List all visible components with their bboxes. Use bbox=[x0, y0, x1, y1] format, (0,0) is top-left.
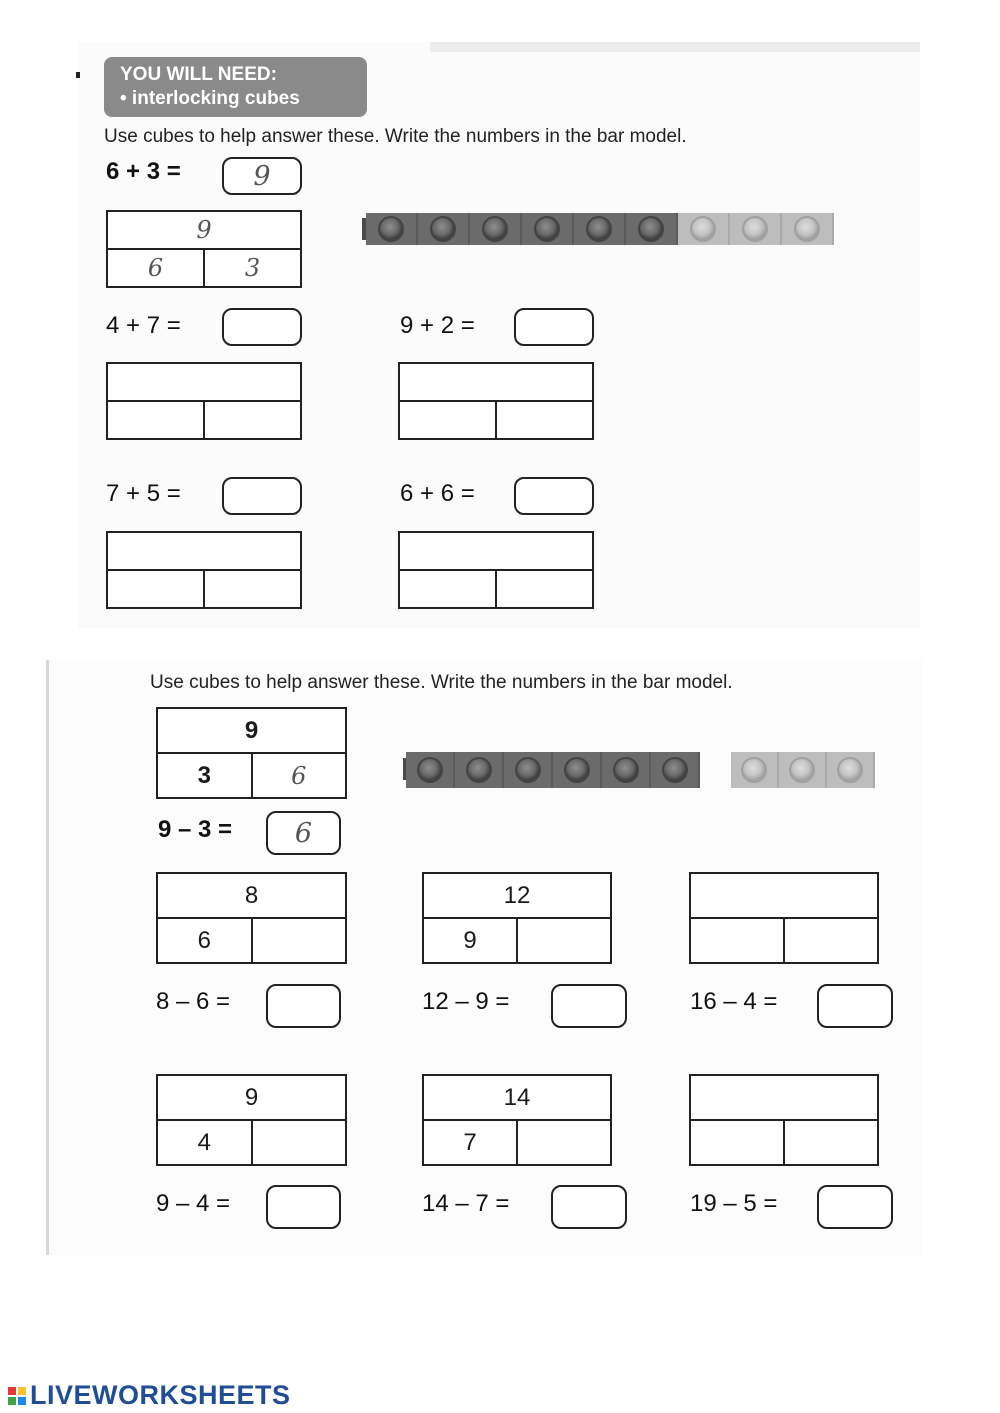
example-answer-box[interactable]: 9 bbox=[222, 157, 302, 195]
example-equation: 9 – 3 = bbox=[158, 816, 233, 843]
bar-part-1[interactable] bbox=[400, 402, 497, 438]
bar-part-1[interactable]: 6 bbox=[108, 250, 205, 286]
bar-part-1[interactable] bbox=[108, 571, 205, 607]
bar-model bbox=[689, 872, 879, 964]
problem-equation: 9 – 4 = bbox=[156, 1190, 231, 1217]
answer-box[interactable] bbox=[817, 1185, 893, 1229]
problem-equation: 9 + 2 = bbox=[400, 312, 475, 339]
logo-text: LIVEWORKSHEETS bbox=[30, 1380, 291, 1410]
bar-total[interactable]: 9 bbox=[108, 212, 300, 250]
bar-part-1[interactable]: 7 bbox=[424, 1121, 518, 1164]
cube-dark bbox=[406, 752, 455, 788]
answer-box[interactable] bbox=[551, 984, 627, 1028]
bar-part-2[interactable] bbox=[497, 571, 592, 607]
section2-instruction: Use cubes to help answer these. Write the numbers in the bar model. bbox=[150, 672, 733, 693]
problem-equation: 19 – 5 = bbox=[690, 1190, 778, 1217]
cube-light bbox=[730, 213, 782, 245]
logo-square bbox=[18, 1387, 26, 1395]
cube-light bbox=[678, 213, 730, 245]
bar-part-2[interactable] bbox=[785, 919, 877, 962]
bar-model bbox=[689, 1074, 879, 1166]
cube-dark bbox=[522, 213, 574, 245]
bar-part-1[interactable]: 4 bbox=[158, 1121, 253, 1164]
logo-square bbox=[18, 1397, 26, 1405]
bar-part-1[interactable] bbox=[108, 402, 205, 438]
cube-train-subtraction-kept bbox=[406, 752, 700, 788]
example-bar-model bbox=[106, 210, 302, 288]
bar-model bbox=[398, 362, 594, 440]
cube-light bbox=[827, 752, 875, 788]
bar-part-2[interactable] bbox=[205, 571, 300, 607]
example-equation: 6 + 3 = bbox=[106, 158, 181, 185]
bar-part-2[interactable]: 3 bbox=[244, 254, 261, 282]
example-answer-box[interactable]: 6 bbox=[266, 811, 341, 855]
you-will-need-item: • interlocking cubes bbox=[120, 88, 300, 109]
problem-equation: 6 + 6 = bbox=[400, 480, 475, 507]
section1-panel-edge bbox=[430, 42, 920, 52]
bar-total[interactable]: 14 bbox=[424, 1076, 610, 1121]
section1-instruction: Use cubes to help answer these. Write the numbers in the bar model. bbox=[104, 126, 687, 147]
bar-total[interactable]: 9 bbox=[158, 709, 345, 754]
problem-equation: 7 + 5 = bbox=[106, 480, 181, 507]
cube-dark bbox=[651, 752, 700, 788]
problem-equation: 12 – 9 = bbox=[422, 988, 510, 1015]
answer-box[interactable] bbox=[266, 1185, 341, 1229]
cube-train-subtraction-removed bbox=[731, 752, 875, 788]
bar-part-1[interactable] bbox=[400, 571, 497, 607]
answer-box[interactable] bbox=[551, 1185, 627, 1229]
bar-total[interactable] bbox=[691, 874, 877, 919]
bar-total[interactable]: 9 bbox=[158, 1076, 345, 1121]
bar-total[interactable] bbox=[108, 364, 300, 402]
cube-light bbox=[782, 213, 834, 245]
bar-part-2[interactable] bbox=[253, 919, 346, 962]
bar-model bbox=[422, 872, 612, 964]
cube-light bbox=[779, 752, 827, 788]
example-bar-model bbox=[156, 707, 347, 799]
cube-dark bbox=[470, 213, 522, 245]
bar-model bbox=[422, 1074, 612, 1166]
bar-total[interactable] bbox=[691, 1076, 877, 1121]
bar-part-1[interactable] bbox=[691, 919, 785, 962]
cube-dark bbox=[366, 213, 418, 245]
bar-total[interactable]: 8 bbox=[158, 874, 345, 919]
bar-model bbox=[156, 872, 347, 964]
problem-equation: 16 – 4 = bbox=[690, 988, 778, 1015]
bar-model bbox=[398, 531, 594, 609]
margin-mark bbox=[76, 72, 80, 78]
bar-part-1[interactable] bbox=[691, 1121, 785, 1164]
logo-square bbox=[8, 1397, 16, 1405]
problem-equation: 8 – 6 = bbox=[156, 988, 231, 1015]
problem-equation: 4 + 7 = bbox=[106, 312, 181, 339]
liveworksheets-logo[interactable] bbox=[8, 1380, 291, 1411]
cube-light bbox=[731, 752, 779, 788]
bar-total[interactable]: 12 bbox=[424, 874, 610, 919]
cube-dark bbox=[626, 213, 678, 245]
bar-part-2[interactable] bbox=[785, 1121, 877, 1164]
bar-total[interactable] bbox=[400, 364, 592, 402]
bar-part-1[interactable]: 3 bbox=[158, 754, 253, 797]
cube-dark bbox=[418, 213, 470, 245]
bar-part-2[interactable] bbox=[518, 919, 610, 962]
answer-box[interactable] bbox=[514, 308, 594, 346]
answer-box[interactable] bbox=[817, 984, 893, 1028]
you-will-need-box bbox=[104, 57, 367, 117]
cube-dark bbox=[602, 752, 651, 788]
answer-box[interactable] bbox=[222, 477, 302, 515]
problem-equation: 14 – 7 = bbox=[422, 1190, 510, 1217]
logo-square bbox=[8, 1387, 16, 1395]
you-will-need-title: YOU WILL NEED: bbox=[120, 64, 277, 85]
bar-part-2[interactable] bbox=[205, 402, 300, 438]
answer-box[interactable] bbox=[222, 308, 302, 346]
answer-box[interactable] bbox=[266, 984, 341, 1028]
cube-dark bbox=[455, 752, 504, 788]
cube-dark bbox=[574, 213, 626, 245]
cube-train-addition bbox=[366, 213, 834, 245]
bar-part-2[interactable]: 6 bbox=[291, 761, 307, 790]
cube-dark bbox=[553, 752, 602, 788]
bar-total[interactable] bbox=[108, 533, 300, 571]
answer-box[interactable] bbox=[514, 477, 594, 515]
bar-model bbox=[106, 531, 302, 609]
bar-model bbox=[156, 1074, 347, 1166]
bar-part-2[interactable] bbox=[518, 1121, 610, 1164]
bar-model bbox=[106, 362, 302, 440]
bar-part-2[interactable] bbox=[497, 402, 592, 438]
bar-part-1[interactable]: 9 bbox=[424, 919, 518, 962]
logo-icon bbox=[8, 1387, 26, 1405]
bar-part-2[interactable] bbox=[253, 1121, 346, 1164]
bar-part-1[interactable]: 6 bbox=[158, 919, 253, 962]
cube-dark bbox=[504, 752, 553, 788]
bar-total[interactable] bbox=[400, 533, 592, 571]
